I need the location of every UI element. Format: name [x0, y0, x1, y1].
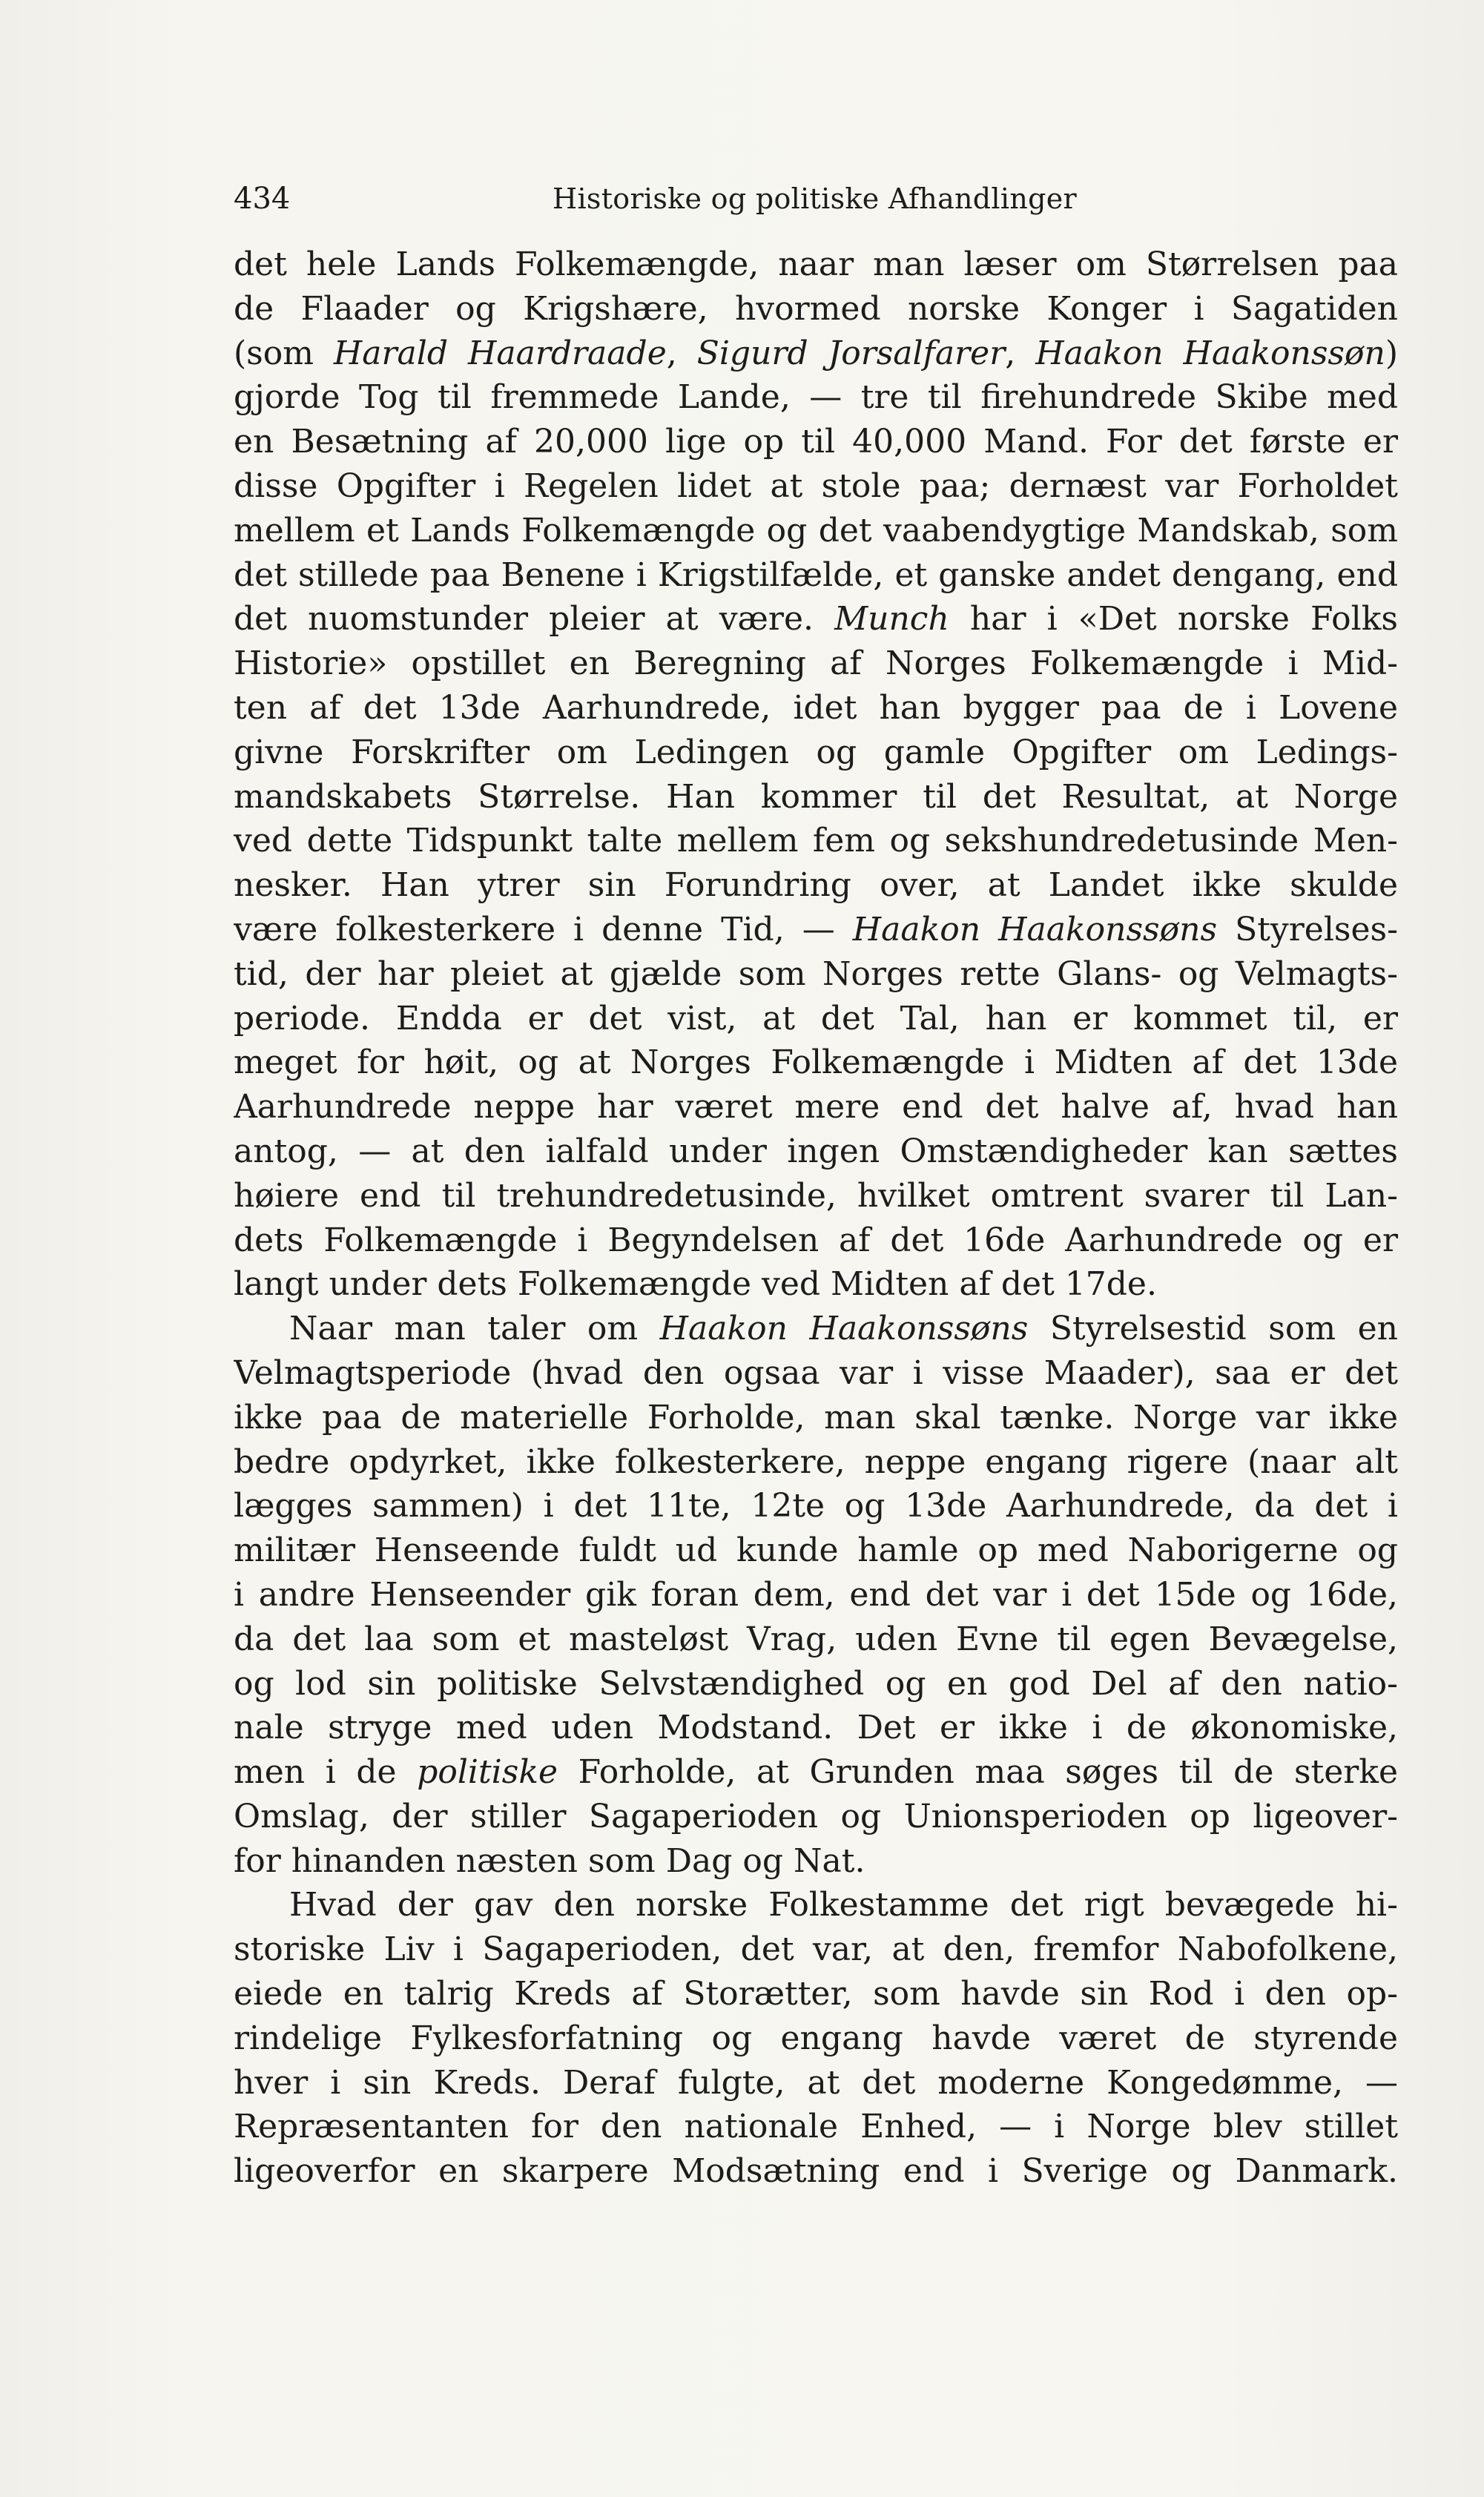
text-line: rindelige Fylkesforfatning og engang havde været de styrende [234, 2019, 1398, 2057]
text-line: ved dette Tidspunkt talte mellem fem og sekshundredetusinde Men- [234, 822, 1398, 860]
text-line: hver i sin Kreds. Deraf fulgte, at det moderne Kongedømme, — [234, 2063, 1398, 2102]
text-line: mandskabets Størrelse. Han kommer til det Resultat, at Norge [234, 777, 1398, 816]
text-line: Naar man taler om Haakon Haakonssøns Styrelsestid som en [289, 1310, 1398, 1348]
running-head [234, 177, 1402, 221]
text-line: bedre opdyrket, ikke folkesterkere, neppe engang rigere (naar alt [234, 1442, 1398, 1481]
text-line: periode. Endda er det vist, at det Tal, han er kommet til, er [234, 999, 1398, 1038]
text-line: mellem et Lands Folkemængde og det vaabendygtige Mandskab, som [234, 511, 1398, 550]
text-line: tid, der har pleiet at gjælde som Norges rette Glans- og Velmagts- [234, 954, 1398, 993]
text-line: storiske Liv i Sagaperioden, det var, at den, fremfor Nabofolkene, [234, 1930, 1398, 1969]
text-line: Repræsentanten for den nationale Enhed, — i Norge blev stillet [234, 2108, 1398, 2146]
text-line: (som Harald Haardraade, Sigurd Jorsalfarer, Haakon Haakonssøn) [234, 334, 1398, 372]
text-line: da det laa som et masteløst Vrag, uden Evne til egen Bevægelse, [234, 1620, 1398, 1658]
text-line: Hvad der gav den norske Folkestamme det rigt bevægede hi- [289, 1886, 1398, 1924]
text-line: være folkesterkere i denne Tid, — Haakon Haakonssøns Styrelses- [234, 910, 1398, 949]
text-line: men i de politiske Forholde, at Grunden maa søges til de sterke [234, 1753, 1398, 1792]
text-line: ikke paa de materielle Forholde, man skal tænke. Norge var ikke [234, 1398, 1398, 1436]
page-number: 434 [234, 182, 291, 216]
text-line: meget for høit, og at Norges Folkemængde i Midten af det 13de [234, 1043, 1398, 1082]
text-line: og lod sin politiske Selvstændighed og en god Del af den natio- [234, 1664, 1398, 1703]
text-line: disse Opgifter i Regelen lidet at stole paa; dernæst var Forholdet [234, 466, 1398, 505]
text-line: det stillede paa Benene i Krigstilfælde, et ganske andet dengang, end [234, 555, 1398, 594]
text-line: det hele Lands Folkemængde, naar man læser om Størrelsen paa [234, 245, 1398, 283]
text-line: høiere end til trehundredetusinde, hvilket omtrent svarer til Lan- [234, 1176, 1398, 1215]
text-line: militær Henseende fuldt ud kunde hamle op med Naborigerne og [234, 1531, 1398, 1570]
text-line: for hinanden næsten som Dag og Nat. [234, 1841, 865, 1880]
text-line: ten af det 13de Aarhundrede, idet han bygger paa de i Lovene [234, 688, 1398, 727]
text-line: lægges sammen) i det 11te, 12te og 13de Aarhundrede, da det i [234, 1487, 1398, 1525]
text-line: langt under dets Folkemængde ved Midten af det 17de. [234, 1265, 1157, 1304]
text-line: i andre Henseender gik foran dem, end det var i det 15de og 16de, [234, 1575, 1398, 1614]
text-line: ligeoverfor en skarpere Modsætning end i Sverige og Danmark. [234, 2152, 1398, 2191]
text-line: det nuomstunder pleier at være. Munch har i «Det norske Folks [234, 600, 1398, 639]
text-line: antog, — at den ialfald under ingen Omstændigheder kan sættes [234, 1132, 1398, 1170]
text-line: Velmagtsperiode (hvad den ogsaa var i visse Maader), saa er det [234, 1353, 1398, 1392]
text-line: eiede en talrig Kreds af Storætter, som havde sin Rod i den op- [234, 1975, 1398, 2013]
text-line: dets Folkemængde i Begyndelsen af det 16de Aarhundrede og er [234, 1221, 1398, 1259]
text-line: gjorde Tog til fremmede Lande, — tre til firehundrede Skibe med [234, 378, 1398, 417]
text-line: de Flaader og Krigshære, hvormed norske Konger i Sagatiden [234, 289, 1398, 328]
running-title: Historiske og politiske Afhandlinger [553, 182, 1077, 215]
text-line: Historie» opstillet en Beregning af Norges Folkemængde i Mid- [234, 644, 1398, 683]
text-line: en Besætning af 20,000 lige op til 40,000 Mand. For det første er [234, 423, 1398, 461]
text-line: givne Forskrifter om Ledingen og gamle Opgifter om Ledings- [234, 733, 1398, 771]
text-line: Aarhundrede neppe har været mere end det halve af, hvad han [234, 1088, 1398, 1127]
body-text [234, 243, 1398, 2194]
text-line: nesker. Han ytrer sin Forundring over, at Landet ikke skulde [234, 866, 1398, 905]
text-line: Omslag, der stiller Sagaperioden og Unionsperioden op ligeover- [234, 1797, 1398, 1835]
text-line: nale stryge med uden Modstand. Det er ikke i de økonomiske, [234, 1709, 1398, 1747]
